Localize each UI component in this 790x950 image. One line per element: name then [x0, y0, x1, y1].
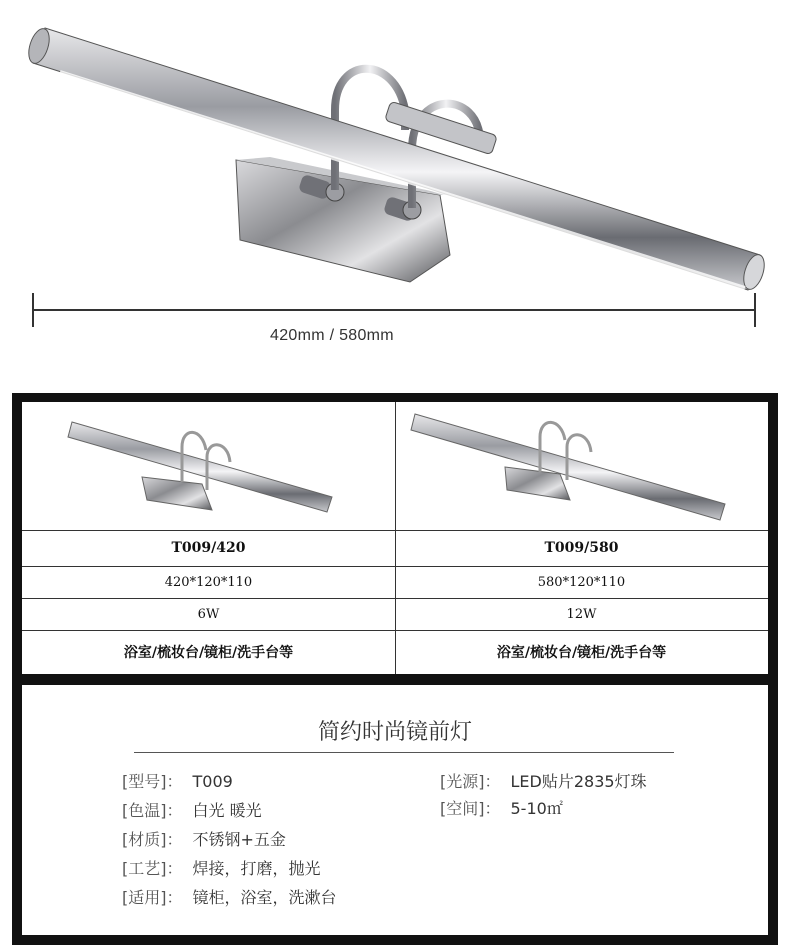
model-cell-580: T009/580	[544, 540, 619, 556]
spec-application	[122, 885, 337, 908]
size-cell-580: 580*120*110	[537, 574, 626, 590]
dimension-label: 420mm / 580mm	[270, 327, 394, 344]
spec-key: [适用]：	[122, 888, 183, 907]
model-cell-420: T009/420	[171, 540, 246, 556]
spec-material	[122, 827, 286, 850]
usage-cell-420: 浴室/梳妆台/镜柜/洗手台等	[123, 645, 294, 661]
lamp-thumbnail-580	[395, 402, 768, 530]
lamp-thumbnail-420	[22, 402, 395, 530]
power-cell-420: 6W	[197, 606, 220, 622]
spec-value: 焊接，打磨，抛光	[192, 859, 321, 878]
spec-value: 不锈钢+五金	[192, 830, 286, 849]
table-divider	[22, 530, 768, 531]
power-cell-580: 12W	[566, 606, 597, 622]
lamp-illustration	[0, 0, 790, 380]
table-divider	[395, 402, 396, 674]
usage-cell-580: 浴室/梳妆台/镜柜/洗手台等	[496, 645, 667, 661]
size-cell-420: 420*120*110	[164, 574, 253, 590]
spec-value: 5-10㎡	[510, 799, 563, 818]
table-divider	[22, 630, 768, 631]
product-image-580	[395, 402, 768, 530]
spec-value: T009	[192, 772, 233, 791]
spec-key: [光源]：	[440, 772, 501, 791]
spec-value: LED贴片2835灯珠	[510, 772, 647, 791]
spec-key: [工艺]：	[122, 859, 183, 878]
dimension-line	[33, 293, 755, 327]
spec-process	[122, 856, 321, 879]
info-panel	[22, 685, 768, 935]
product-image-420	[22, 402, 395, 530]
spec-value: 白光 暖光	[192, 801, 262, 820]
spec-table-frame	[12, 393, 778, 683]
info-frame	[12, 675, 778, 945]
spec-value: 镜柜，浴室，洗漱台	[192, 888, 337, 907]
hero-section	[0, 0, 790, 380]
spec-space	[440, 796, 563, 819]
product-title: 简约时尚镜前灯	[317, 720, 472, 745]
title-divider	[134, 752, 674, 753]
spec-table	[22, 402, 768, 674]
spec-key: [色温]：	[122, 801, 183, 820]
spec-key: [空间]：	[440, 799, 501, 818]
spec-color-temp	[122, 798, 262, 821]
spec-model	[122, 769, 233, 792]
table-divider	[22, 598, 768, 599]
spec-key: [型号]：	[122, 772, 183, 791]
spec-key: [材质]：	[122, 830, 183, 849]
table-divider	[22, 566, 768, 567]
spec-light-source	[440, 769, 647, 792]
